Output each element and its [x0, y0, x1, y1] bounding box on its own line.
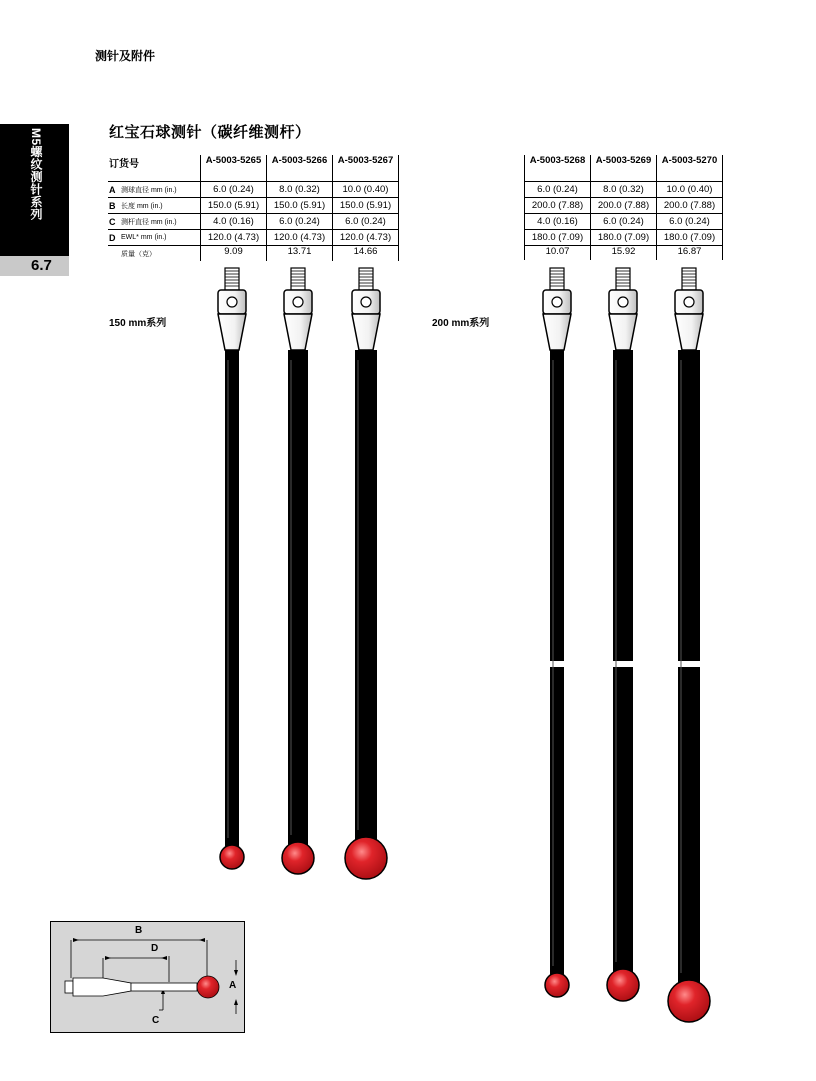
table-cell: 6.0 (0.24)	[333, 214, 399, 230]
product-code: A-5003-5269	[591, 155, 657, 182]
table-cell: 180.0 (7.09)	[591, 230, 657, 246]
ruby-ball	[220, 845, 244, 869]
table-cell: 150.0 (5.91)	[333, 198, 399, 214]
product-code: A-5003-5267	[333, 155, 399, 182]
arrow-head	[234, 970, 238, 976]
table-cell: 6.0 (0.24)	[657, 214, 723, 230]
table-cell: 6.0 (0.24)	[525, 182, 591, 198]
stylus-taper	[284, 314, 312, 350]
table-cell: 180.0 (7.09)	[657, 230, 723, 246]
stylus-taper	[352, 314, 380, 350]
series-150-label: 150 mm系列	[109, 318, 167, 329]
table-cell: 200.0 (7.88)	[591, 198, 657, 214]
product-code: A-5003-5266	[267, 155, 333, 182]
table-cell: 6.0 (0.24)	[591, 214, 657, 230]
ruby-ball	[345, 837, 387, 879]
ruby-ball	[282, 842, 314, 874]
table-cell: 120.0 (4.73)	[201, 230, 267, 246]
table-cell: 150.0 (5.91)	[201, 198, 267, 214]
row-label: 质量（克）	[120, 246, 201, 262]
row-letter: B	[108, 198, 120, 214]
dim-label-b: B	[135, 925, 143, 936]
table-cell: 120.0 (4.73)	[333, 230, 399, 246]
arrow-head	[73, 938, 79, 942]
order-number-label: 订货号	[109, 159, 139, 170]
table-cell: 180.0 (7.09)	[525, 230, 591, 246]
table-cell: 4.0 (0.16)	[525, 214, 591, 230]
row-label: 测球直径 mm (in.)	[120, 182, 201, 198]
spanner-hole	[293, 297, 303, 307]
dim-label-c: C	[152, 1015, 160, 1026]
row-label: 测杆直径 mm (in.)	[120, 214, 201, 230]
product-code: A-5003-5270	[657, 155, 723, 182]
mass-cell: 16.87	[657, 246, 723, 261]
table-cell: 8.0 (0.32)	[591, 182, 657, 198]
stylus-taper	[218, 314, 246, 350]
page-number: 6.7	[31, 257, 52, 274]
table-cell: 120.0 (4.73)	[267, 230, 333, 246]
stylus-taper	[675, 314, 703, 350]
table-cell: 150.0 (5.91)	[267, 198, 333, 214]
table-cell: 6.0 (0.24)	[267, 214, 333, 230]
arrow-head	[199, 938, 205, 942]
stylus-shaft	[225, 350, 239, 848]
table-cell: 10.0 (0.40)	[333, 182, 399, 198]
dimension-diagram	[50, 921, 245, 1033]
table-cell: 200.0 (7.88)	[525, 198, 591, 214]
stylus-shaft-lower	[550, 667, 564, 976]
product-code: A-5003-5268	[525, 155, 591, 182]
product-code: A-5003-5265	[201, 155, 267, 182]
side-tab-label: M5螺纹测针系列	[29, 128, 43, 221]
arrow-head	[161, 956, 167, 960]
row-letter: C	[108, 214, 120, 230]
diagram-stem	[131, 983, 197, 991]
row-label: 长度 mm (in.)	[120, 198, 201, 214]
arrow-head	[105, 956, 111, 960]
mass-cell: 15.92	[591, 246, 657, 261]
table-cell: 4.0 (0.16)	[201, 214, 267, 230]
row-label: EWL* mm (in.)	[120, 230, 201, 246]
page-title: 红宝石球测针（碳纤维测杆）	[109, 124, 311, 141]
stylus-taper	[543, 314, 571, 350]
dim-label-d: D	[151, 943, 159, 954]
mass-cell: 13.71	[267, 246, 333, 262]
diagram-thread	[65, 981, 73, 993]
diagram-body	[73, 978, 131, 996]
mass-cell: 10.07	[525, 246, 591, 261]
stylus-taper	[609, 314, 637, 350]
table-cell: 10.0 (0.40)	[657, 182, 723, 198]
dim-label-a: A	[229, 980, 237, 991]
mass-cell: 9.09	[201, 246, 267, 262]
table-cell: 8.0 (0.32)	[267, 182, 333, 198]
stylus-shaft-upper	[550, 350, 564, 661]
spanner-hole	[361, 297, 371, 307]
table-cell: 6.0 (0.24)	[201, 182, 267, 198]
arrow-head	[234, 999, 238, 1005]
ruby-ball	[668, 980, 710, 1022]
mass-cell: 14.66	[333, 246, 399, 262]
spanner-hole	[227, 297, 237, 307]
ruby-ball	[545, 973, 569, 997]
spanner-hole	[552, 297, 562, 307]
table-cell: 200.0 (7.88)	[657, 198, 723, 214]
page-header: 测针及附件	[95, 49, 156, 63]
dimension-drawing	[51, 922, 244, 1032]
row-letter: D	[108, 230, 120, 246]
row-letter: A	[108, 182, 120, 198]
diagram-ruby-ball	[197, 976, 219, 998]
series-200-label: 200 mm系列	[432, 318, 490, 329]
ruby-ball	[607, 969, 639, 1001]
spanner-hole	[618, 297, 628, 307]
spanner-hole	[684, 297, 694, 307]
